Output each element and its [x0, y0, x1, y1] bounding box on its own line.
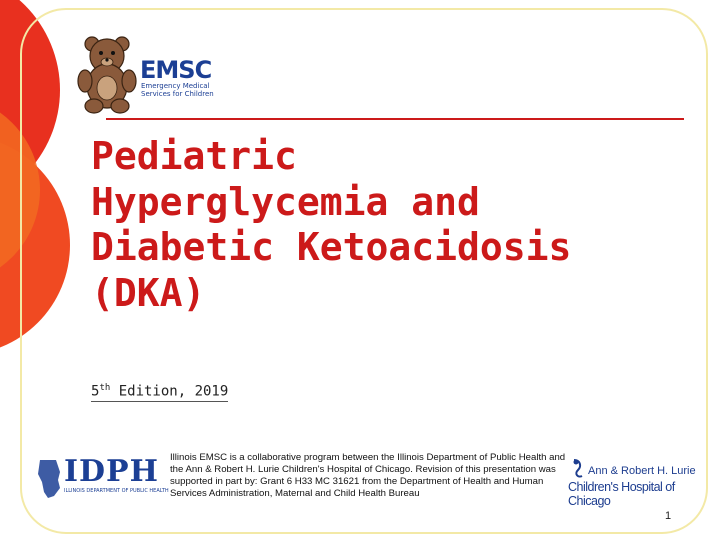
title-line: (DKA): [91, 270, 206, 315]
idph-logo-tagline: ILLINOIS DEPARTMENT OF PUBLIC HEALTH: [64, 488, 169, 494]
page-number: 1: [665, 510, 672, 522]
illinois-state-icon: [38, 460, 60, 498]
title-line: Pediatric: [91, 134, 297, 178]
title-line: Diabetic Ketoacidosis: [91, 225, 572, 269]
lurie-logo-line2: Children's Hospital of Chicago: [568, 480, 675, 508]
idph-logo-text: IDPH: [64, 454, 159, 489]
edition-text: Edition, 2019: [110, 383, 229, 400]
edition-number: 5: [91, 383, 100, 400]
emsc-logo-tagline: Emergency Medical Services for Children: [141, 82, 214, 98]
title-line: Hyperglycemia and: [91, 179, 480, 224]
emsc-logo-text: EMSC: [140, 56, 212, 84]
title-rule: [106, 118, 684, 120]
disclaimer-text: Illinois EMSC is a collaborative program between the Illinois Department of Public Health and the Ann & Robert H. Lurie Children's Hospital of Chicago. Revision of this presentation was supported in part by: Grant 6 H33 MC 31621 from the Department of Health and Human Services Administration, Maternal and Child Health Bureau: [170, 452, 566, 499]
edition-suffix: th: [99, 383, 111, 393]
lurie-logo-line1: Ann & Robert H. Lurie: [588, 465, 696, 477]
edition-subtitle: [91, 383, 228, 402]
slide-title: [91, 134, 651, 316]
